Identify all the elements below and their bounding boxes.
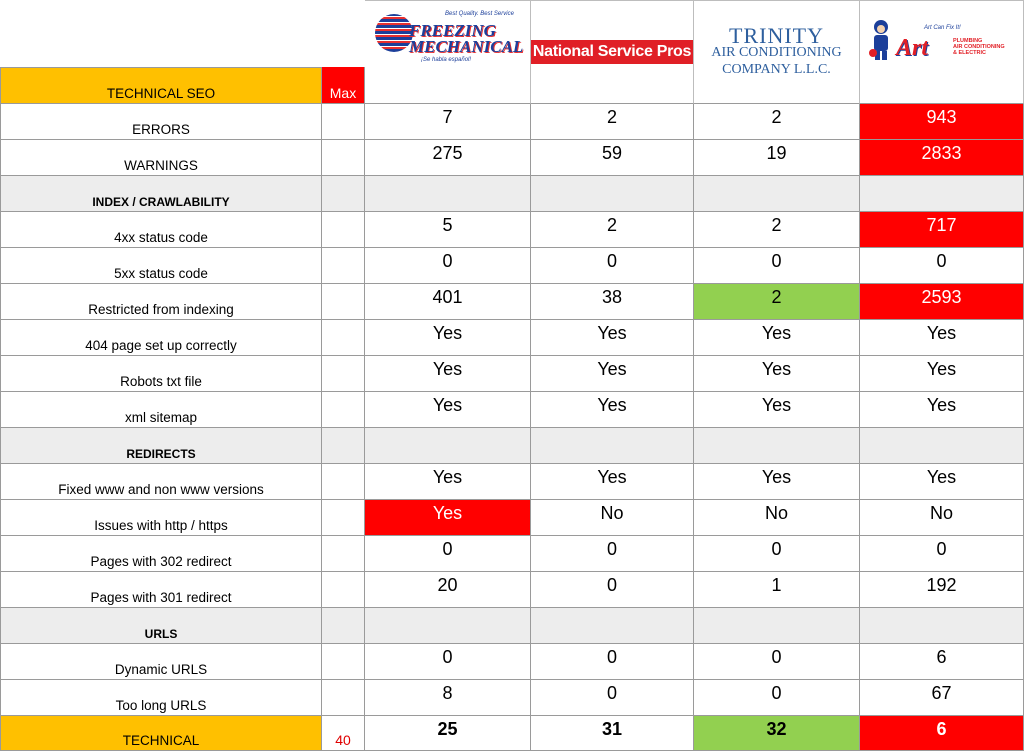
total-label: TECHNICAL bbox=[0, 716, 322, 751]
value-cell: 67 bbox=[860, 680, 1024, 716]
value-cell: 2 bbox=[531, 104, 694, 140]
value-cell: 0 bbox=[694, 644, 860, 680]
section-cell bbox=[531, 428, 694, 464]
max-cell bbox=[322, 464, 365, 500]
row-label-too-long-urls: Too long URLS bbox=[0, 680, 322, 716]
trinity-logo: TRINITY AIR CONDITIONING COMPANY L.L.C. bbox=[694, 0, 860, 104]
total-score: 6 bbox=[860, 716, 1024, 751]
value-cell: 0 bbox=[694, 248, 860, 284]
row-label-warnings: WARNINGS bbox=[0, 140, 322, 176]
value-cell: 2833 bbox=[860, 140, 1024, 176]
row-label-xml-sitemap: xml sitemap bbox=[0, 392, 322, 428]
value-cell: Yes bbox=[365, 500, 531, 536]
value-cell: 0 bbox=[531, 248, 694, 284]
value-cell: 0 bbox=[365, 248, 531, 284]
value-cell: 401 bbox=[365, 284, 531, 320]
max-cell bbox=[322, 356, 365, 392]
globe-icon bbox=[375, 14, 413, 52]
row-label-errors: ERRORS bbox=[0, 104, 322, 140]
row-label-5xx-status-code: 5xx status code bbox=[0, 248, 322, 284]
value-cell: Yes bbox=[694, 356, 860, 392]
value-cell: Yes bbox=[860, 356, 1024, 392]
max-header: Max bbox=[322, 67, 365, 104]
value-cell: 6 bbox=[860, 644, 1024, 680]
value-cell: 1 bbox=[694, 572, 860, 608]
value-cell: 7 bbox=[365, 104, 531, 140]
max-cell bbox=[322, 104, 365, 140]
row-label-issues-with-http-https: Issues with http / https bbox=[0, 500, 322, 536]
value-cell: 0 bbox=[860, 248, 1024, 284]
freezing-mechanical-logo: Best Quality. Best Service FREEZING MECHANICAL ¡Se habla español! bbox=[365, 0, 531, 104]
value-cell: Yes bbox=[531, 356, 694, 392]
row-label-pages-with-302-redirect: Pages with 302 redirect bbox=[0, 536, 322, 572]
max-cell bbox=[322, 572, 365, 608]
section-cell bbox=[365, 428, 531, 464]
total-score: 31 bbox=[531, 716, 694, 751]
section-cell bbox=[860, 608, 1024, 644]
corner-blank bbox=[0, 0, 322, 67]
value-cell: 0 bbox=[365, 644, 531, 680]
row-label-pages-with-301-redirect: Pages with 301 redirect bbox=[0, 572, 322, 608]
national-service-pros-logo: National Service Pros bbox=[531, 0, 694, 104]
max-cell bbox=[322, 320, 365, 356]
section-index-crawlability: INDEX / CRAWLABILITY bbox=[0, 176, 322, 212]
value-cell: 0 bbox=[694, 680, 860, 716]
value-cell: No bbox=[860, 500, 1024, 536]
row-label-restricted-from-indexing: Restricted from indexing bbox=[0, 284, 322, 320]
value-cell: 2593 bbox=[860, 284, 1024, 320]
value-cell: 5 bbox=[365, 212, 531, 248]
value-cell: Yes bbox=[531, 320, 694, 356]
value-cell: 0 bbox=[531, 572, 694, 608]
value-cell: 0 bbox=[531, 644, 694, 680]
table-title: TECHNICAL SEO bbox=[0, 67, 322, 104]
section-cell bbox=[860, 428, 1024, 464]
section-cell bbox=[694, 608, 860, 644]
max-cell bbox=[322, 248, 365, 284]
section-cell bbox=[694, 428, 860, 464]
section-cell bbox=[365, 608, 531, 644]
row-label-404-page-set-up-correctly: 404 page set up correctly bbox=[0, 320, 322, 356]
total-score: 25 bbox=[365, 716, 531, 751]
value-cell: Yes bbox=[365, 320, 531, 356]
art-logo: Art Can Fix It! Art PLUMBING AIR CONDITIONING & ELECTRIC bbox=[860, 0, 1024, 104]
section-cell bbox=[531, 176, 694, 212]
row-label-fixed-www-and-non-www-versions: Fixed www and non www versions bbox=[0, 464, 322, 500]
value-cell: 8 bbox=[365, 680, 531, 716]
value-cell: 192 bbox=[860, 572, 1024, 608]
value-cell: Yes bbox=[365, 392, 531, 428]
section-cell bbox=[531, 608, 694, 644]
value-cell: 275 bbox=[365, 140, 531, 176]
value-cell: 2 bbox=[531, 212, 694, 248]
section-cell bbox=[860, 176, 1024, 212]
value-cell: 19 bbox=[694, 140, 860, 176]
value-cell: 2 bbox=[694, 284, 860, 320]
value-cell: Yes bbox=[531, 464, 694, 500]
section-cell bbox=[365, 176, 531, 212]
value-cell: 717 bbox=[860, 212, 1024, 248]
mascot-icon bbox=[868, 19, 894, 61]
section-urls: URLS bbox=[0, 608, 322, 644]
value-cell: 20 bbox=[365, 572, 531, 608]
value-cell: Yes bbox=[860, 392, 1024, 428]
max-cell bbox=[322, 680, 365, 716]
value-cell: Yes bbox=[365, 464, 531, 500]
value-cell: 0 bbox=[694, 536, 860, 572]
value-cell: 59 bbox=[531, 140, 694, 176]
value-cell: Yes bbox=[531, 392, 694, 428]
max-cell bbox=[322, 212, 365, 248]
value-cell: Yes bbox=[694, 392, 860, 428]
value-cell: 2 bbox=[694, 104, 860, 140]
total-score: 32 bbox=[694, 716, 860, 751]
value-cell: Yes bbox=[860, 320, 1024, 356]
max-cell bbox=[322, 500, 365, 536]
value-cell: 0 bbox=[365, 536, 531, 572]
max-cell bbox=[322, 140, 365, 176]
value-cell: 0 bbox=[531, 536, 694, 572]
max-cell bbox=[322, 644, 365, 680]
max-cell bbox=[322, 392, 365, 428]
max-cell bbox=[322, 284, 365, 320]
corner-blank-max bbox=[322, 0, 365, 67]
max-cell bbox=[322, 428, 365, 464]
max-cell bbox=[322, 536, 365, 572]
value-cell: 38 bbox=[531, 284, 694, 320]
value-cell: Yes bbox=[694, 320, 860, 356]
value-cell: Yes bbox=[365, 356, 531, 392]
value-cell: 943 bbox=[860, 104, 1024, 140]
value-cell: Yes bbox=[860, 464, 1024, 500]
section-redirects: REDIRECTS bbox=[0, 428, 322, 464]
value-cell: No bbox=[531, 500, 694, 536]
section-cell bbox=[694, 176, 860, 212]
max-cell bbox=[322, 608, 365, 644]
value-cell: No bbox=[694, 500, 860, 536]
max-cell bbox=[322, 176, 365, 212]
row-label-4xx-status-code: 4xx status code bbox=[0, 212, 322, 248]
value-cell: 0 bbox=[531, 680, 694, 716]
row-label-dynamic-urls: Dynamic URLS bbox=[0, 644, 322, 680]
row-label-robots-txt-file: Robots txt file bbox=[0, 356, 322, 392]
value-cell: Yes bbox=[694, 464, 860, 500]
total-max: 40 bbox=[322, 716, 365, 751]
value-cell: 0 bbox=[860, 536, 1024, 572]
value-cell: 2 bbox=[694, 212, 860, 248]
